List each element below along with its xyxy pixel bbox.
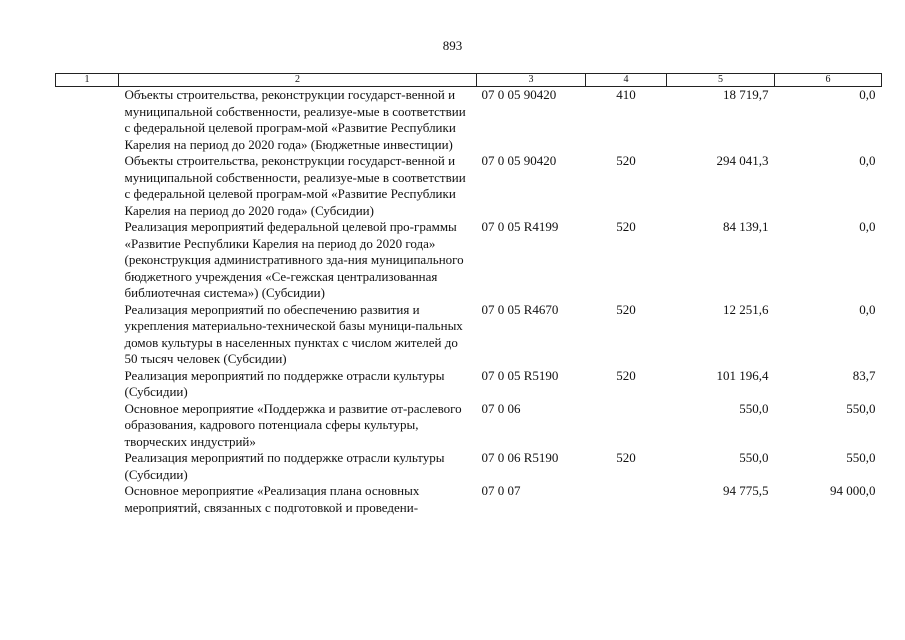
target-article-code: 07 0 06 R5190 <box>481 450 559 465</box>
expense-type-code: 520 <box>616 219 636 234</box>
target-article-code: 07 0 05 90420 <box>481 87 557 102</box>
amount-column-6: 0,0 <box>859 219 876 234</box>
amount-column-5: 12 251,6 <box>723 301 769 317</box>
target-article-code: 07 0 05 R5190 <box>481 367 559 383</box>
expense-type-code <box>586 401 667 451</box>
amount-column-6: 94 000,0 <box>830 483 876 498</box>
budget-table <box>55 73 882 516</box>
table-row <box>56 153 882 219</box>
table-row <box>56 483 882 516</box>
item-name: Основное мероприятие «Реализация плана основных мероприятий, связанных с подготовкой и проведени- <box>124 483 420 515</box>
target-article-code: 07 0 05 R4670 <box>481 301 559 317</box>
column-header: 6 <box>775 74 882 87</box>
row-number-cell <box>56 219 119 302</box>
target-article-code: 07 0 06 <box>481 400 521 416</box>
table-row <box>56 87 882 154</box>
item-name: Реализация мероприятий по поддержке отрасли культуры (Субсидии) <box>124 450 445 482</box>
row-number-cell <box>56 87 119 154</box>
row-number-cell <box>56 302 119 368</box>
amount-column-6: 550,0 <box>846 400 876 416</box>
amount-column-5: 550,0 <box>739 400 769 416</box>
row-number-cell <box>56 401 119 451</box>
column-header: 4 <box>586 74 667 87</box>
column-header: 2 <box>119 74 477 87</box>
table-row <box>56 368 882 401</box>
target-article-code: 07 0 07 <box>481 483 521 498</box>
amount-column-5: 101 196,4 <box>716 367 769 383</box>
amount-column-6: 0,0 <box>859 153 876 168</box>
column-number-header-row <box>56 74 882 87</box>
item-name: Реализация мероприятий федеральной целевой про-граммы «Развитие Республики Карелия на период до 2020 года» (реконструкция административного зда-ния муниципального бюджетного учреждения «Се-гежская централизованная библиотечная система») (Субсидии) <box>124 219 464 300</box>
amount-column-5: 294 041,3 <box>716 153 769 168</box>
amount-column-5: 84 139,1 <box>723 219 769 234</box>
row-number-cell <box>56 450 119 483</box>
row-number-cell <box>56 483 119 516</box>
row-number-cell <box>56 153 119 219</box>
table-row <box>56 401 882 451</box>
expense-type-code: 520 <box>616 301 636 317</box>
table-row <box>56 450 882 483</box>
item-name: Объекты строительства, реконструкции государст-венной и муниципальной собственности, реализуе-мые в соответствии с федеральной целевой програм-мой «Развитие Республики Карелия на период до 2020 года» (Субсидии) <box>124 153 466 218</box>
amount-column-6: 0,0 <box>859 87 876 102</box>
item-name: Основное мероприятие «Поддержка и развитие от-раслевого образования, кадрового потенциала сферы культуры, творческих индустрий» <box>124 400 462 449</box>
amount-column-5: 18 719,7 <box>723 87 769 102</box>
amount-column-6: 550,0 <box>846 450 876 465</box>
target-article-code: 07 0 05 90420 <box>481 153 557 168</box>
column-header: 5 <box>667 74 775 87</box>
page-number: 893 <box>442 38 463 53</box>
column-header: 3 <box>477 74 586 87</box>
item-name: Объекты строительства, реконструкции государст-венной и муниципальной собственности, реализуе-мые в соответствии с федеральной целевой програм-мой «Развитие Республики Карелия на период до 2020 года» (Бюджетные инвестиции) <box>124 87 466 152</box>
row-number-cell <box>56 368 119 401</box>
amount-column-5: 94 775,5 <box>723 483 769 498</box>
column-header: 1 <box>56 74 119 87</box>
amount-column-6: 0,0 <box>859 301 876 317</box>
expense-type-code <box>586 483 667 516</box>
expense-type-code: 520 <box>616 367 636 383</box>
table-row <box>56 219 882 302</box>
expense-type-code: 520 <box>616 153 636 168</box>
item-name: Реализация мероприятий по поддержке отрасли культуры (Субсидии) <box>124 367 445 399</box>
table-row <box>56 302 882 368</box>
target-article-code: 07 0 05 R4199 <box>481 219 559 234</box>
amount-column-5: 550,0 <box>739 450 769 465</box>
item-name: Реализация мероприятий по обеспечению развития и укрепления материально-технической базы муници-пальных домов культуры в населенных пунктах с числом жителей до 50 тысяч человек (Субсидии) <box>124 301 463 366</box>
expense-type-code: 520 <box>616 450 636 465</box>
expense-type-code: 410 <box>616 87 636 102</box>
amount-column-6: 83,7 <box>852 367 876 383</box>
